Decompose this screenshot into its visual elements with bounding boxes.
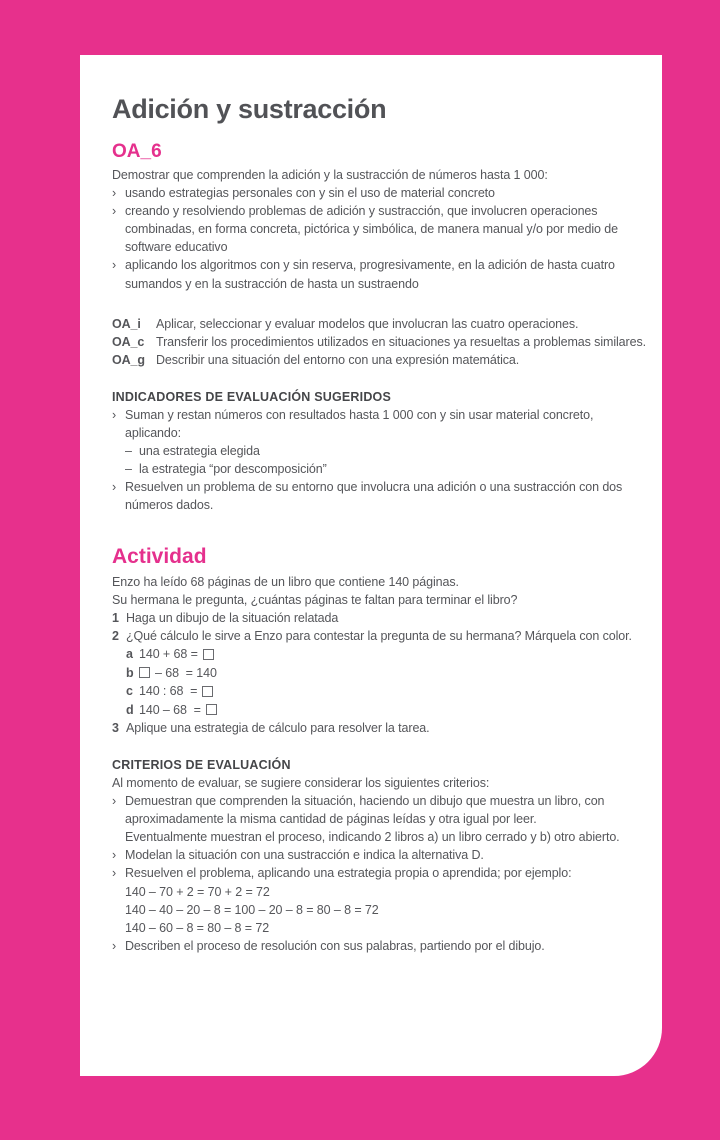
text-line: creando y resolviendo problemas de adición y sustracción, que involucren operaciones	[125, 204, 598, 219]
text-line: usando estrategias personales con y sin el uso de material concreto	[125, 186, 495, 201]
answer-options	[112, 645, 662, 719]
bullet-marker: ›	[112, 258, 117, 273]
bullet-marker: ›	[112, 866, 117, 881]
step-number: 2	[112, 628, 119, 643]
indicadores-body	[112, 406, 662, 515]
option-expression: 140 : 68 =	[139, 684, 198, 699]
answer-option-d	[126, 700, 662, 719]
option-letter: d	[126, 702, 134, 717]
bullet-marker: ›	[112, 480, 117, 495]
oa-ref-text: Describir una situación del entorno con una expresión matemática.	[156, 352, 520, 367]
step-text: ¿Qué cálculo le sirve a Enzo para contestar la pregunta de su hermana? Márquela con color.	[126, 628, 632, 643]
criterio-bullet	[112, 864, 662, 936]
option-letter: b	[126, 665, 134, 680]
oa6-heading: OA_6	[112, 141, 162, 162]
criterio-bullet	[112, 937, 662, 955]
criterios-heading: CRITERIOS DE EVALUACIÓN	[112, 757, 291, 772]
text-line: Su hermana le pregunta, ¿cuántas páginas te faltan para terminar el libro?	[112, 592, 518, 607]
option-expression: 140 + 68 =	[139, 647, 198, 662]
answer-option-a	[126, 645, 662, 664]
answer-box	[139, 667, 150, 678]
actividad-heading: Actividad	[112, 544, 207, 568]
actividad-body	[112, 573, 662, 737]
text-line: Describen el proceso de resolución con sus palabras, partiendo por el dibujo.	[125, 938, 545, 953]
text-line: Eventualmente muestran el proceso, indicando 2 libros a) un libro cerrado y b) otro abierto.	[125, 830, 620, 845]
answer-box	[203, 649, 214, 660]
step-number: 1	[112, 610, 119, 625]
option-expression: 140 – 68 =	[139, 702, 201, 717]
oa-ref-code: OA_i	[112, 316, 141, 331]
text-line: Resuelven un problema de su entorno que involucra una adición o una sustracción con dos	[125, 480, 623, 495]
indicador-sub-bullet	[112, 442, 662, 460]
text-line: Suman y restan números con resultados hasta 1 000 con y sin usar material concreto,	[125, 407, 594, 422]
actividad-step	[112, 609, 662, 627]
oa6-description	[112, 166, 662, 293]
text-line: aplicando los algoritmos con y sin reserva, progresivamente, en la adición de hasta cuatro	[125, 258, 615, 273]
oa6-intro: Demostrar que comprenden la adición y la sustracción de números hasta 1 000:	[112, 168, 548, 182]
answer-box	[202, 686, 213, 697]
page-title: Adición y sustracción	[112, 94, 387, 124]
bullet-marker: ›	[112, 938, 117, 953]
criterio-bullet	[112, 792, 662, 846]
bullet-marker: ›	[112, 186, 117, 201]
oa-ref-row	[112, 351, 662, 369]
oa6-bullet	[112, 184, 662, 202]
actividad-step	[112, 719, 662, 737]
oa6-bullet	[112, 256, 662, 292]
oa-ref-row	[112, 315, 662, 333]
text-line: una estrategia elegida	[139, 444, 260, 459]
criterios-intro: Al momento de evaluar, se sugiere considerar los siguientes criterios:	[112, 775, 490, 790]
bullet-marker: ›	[112, 204, 117, 219]
indicadores-heading: INDICADORES DE EVALUACIÓN SUGERIDOS	[112, 389, 392, 404]
text-line: software educativo	[125, 240, 228, 255]
text-line: números dados.	[125, 498, 214, 513]
step-text: Haga un dibujo de la situación relatada	[126, 610, 339, 625]
text-line: aproximadamente la misma cantidad de páginas leídas y otra igual por leer.	[125, 812, 537, 827]
indicador-sub-bullet	[112, 460, 662, 478]
option-letter: c	[126, 684, 133, 699]
text-line: combinadas, en forma concreta, pictórica y simbólica, de manera manual y/o por medio de	[125, 222, 618, 237]
actividad-step	[112, 627, 662, 645]
indicador-bullet	[112, 478, 662, 514]
calculation-line: 140 – 40 – 20 – 8 = 100 – 20 – 8 = 80 – 8 = 72	[125, 902, 379, 917]
oa-references	[112, 315, 662, 369]
calculation-line: 140 – 60 – 8 = 80 – 8 = 72	[125, 920, 270, 935]
text-line: Demuestran que comprenden la situación, haciendo un dibujo que muestra un libro, con	[125, 794, 605, 809]
oa-ref-code: OA_c	[112, 334, 145, 349]
answer-option-b	[126, 663, 662, 682]
step-text: Aplique una estrategia de cálculo para resolver la tarea.	[126, 720, 430, 735]
option-letter: a	[126, 647, 133, 662]
text-line: Resuelven el problema, aplicando una estrategia propia o aprendida; por ejemplo:	[125, 866, 572, 881]
oa-ref-row	[112, 333, 662, 351]
oa-ref-text: Transferir los procedimientos utilizados en situaciones ya resueltas a problemas similares.	[156, 334, 646, 349]
text-line: aplicando:	[125, 426, 181, 441]
dash-marker: –	[125, 444, 132, 459]
oa-ref-code: OA_g	[112, 352, 145, 367]
bullet-marker: ›	[112, 794, 117, 809]
option-expression: – 68 = 140	[155, 665, 217, 680]
criterios-body	[112, 774, 662, 955]
bullet-marker: ›	[112, 848, 117, 863]
oa-ref-text: Aplicar, seleccionar y evaluar modelos que involucran las cuatro operaciones.	[156, 316, 579, 331]
content-card	[80, 55, 662, 1076]
text-line: sumandos y en la sustracción de hasta un sustraendo	[125, 276, 419, 291]
indicador-bullet	[112, 406, 662, 442]
text-line: Enzo ha leído 68 páginas de un libro que contiene 140 páginas.	[112, 574, 459, 589]
calculation-line: 140 – 70 + 2 = 70 + 2 = 72	[125, 884, 270, 899]
oa6-bullet	[112, 202, 662, 256]
answer-option-c	[126, 682, 662, 701]
text-line: la estrategia “por descomposición”	[139, 462, 327, 477]
bullet-marker: ›	[112, 407, 117, 422]
text-line: Modelan la situación con una sustracción e indica la alternativa D.	[125, 848, 484, 863]
dash-marker: –	[125, 462, 132, 477]
answer-box	[206, 704, 217, 715]
step-number: 3	[112, 720, 119, 735]
criterio-bullet	[112, 846, 662, 864]
